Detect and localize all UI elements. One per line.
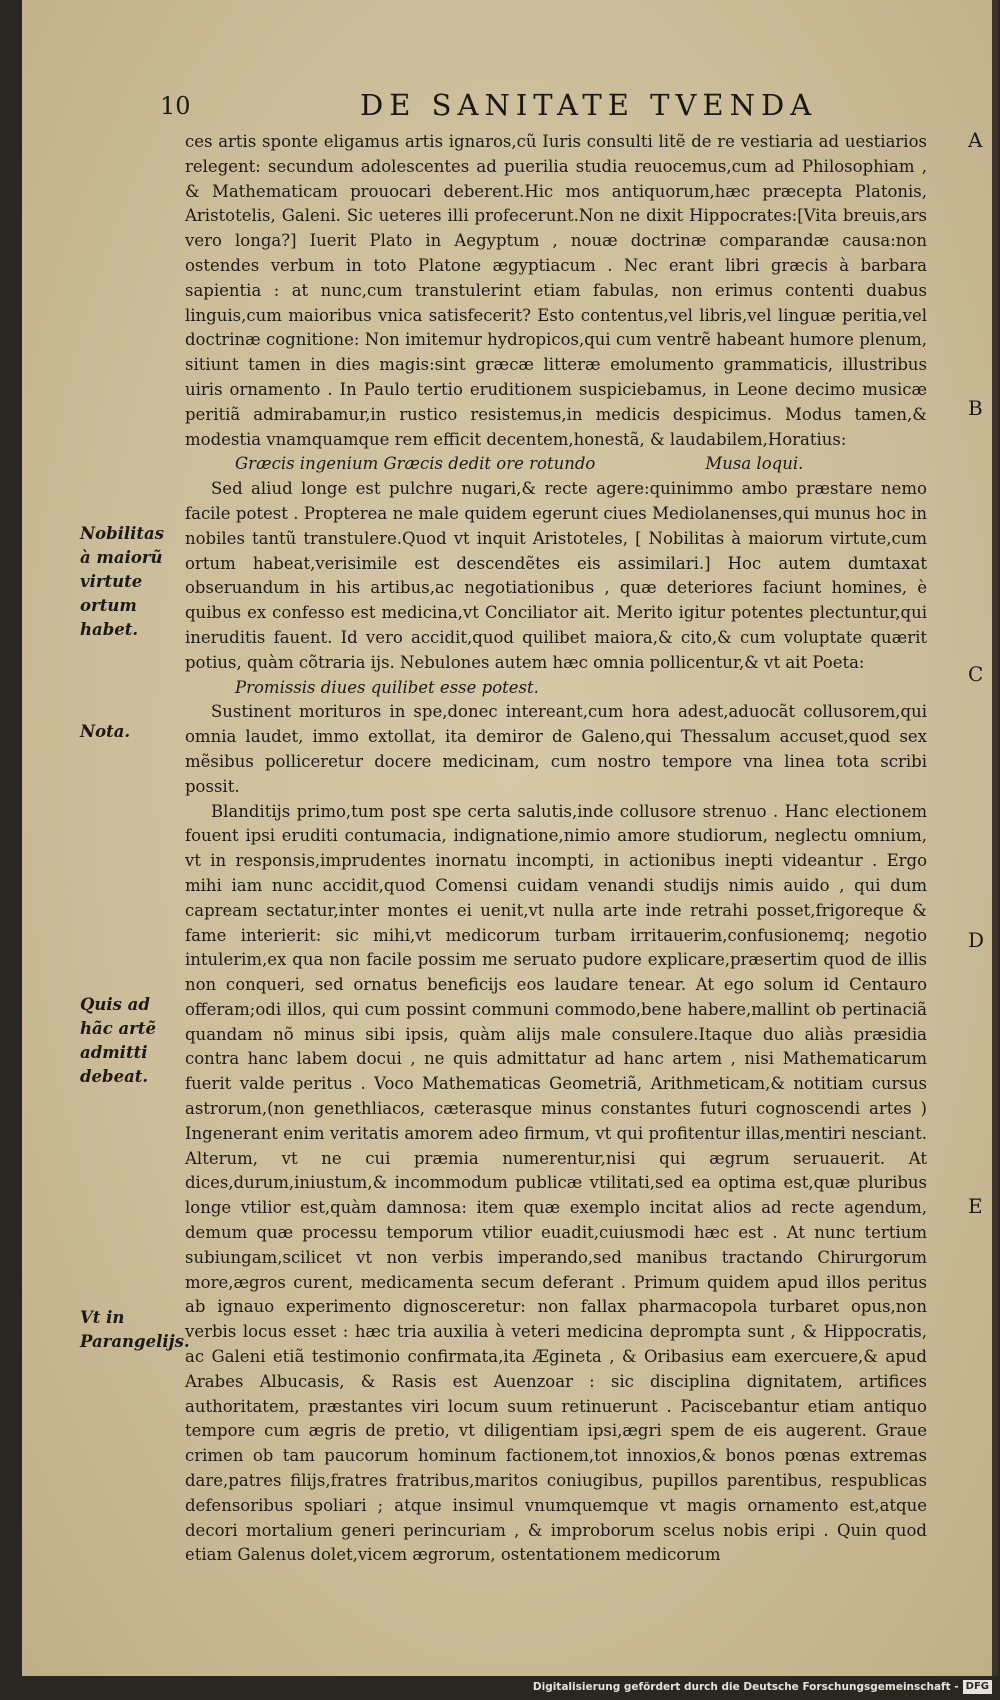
dfg-logo-icon: DFG [963, 1680, 992, 1694]
section-letter-a: A [968, 128, 983, 152]
margin-note-parangelijs: Vt in Parangelijs. [80, 1308, 190, 1351]
section-letter-b: B [968, 396, 983, 420]
main-text [185, 130, 927, 1568]
page-header [160, 88, 950, 132]
paragraph-2: Sed aliud longe est pulchre nugari,& recte agere:quinimmo ambo præstare nemo facile potest . Propterea ne male quidem egerunt ciues Mediolanenses,qui munus hoc in nobiles tantũ transtulere.Quod vt inquit Aristoteles, [ Nobilitas à maiorum virtute,cum ortum habeat,verisimile est descendẽtes eis assimilari.] Hoc autem dumtaxat obseruandum in his artibus,ac negotiationibus , quæ deteriores faciunt homines, è quibus ex confesso est medicina,vt Conciliator ait. Merito igitur potentes plectuntur,qui ineruditis fauent. Id vero accidit,quod quilibet maiora,& cito,& cum voluptate quærit potius, quàm cõtraria ijs. Nebulones autem hæc omnia pollicentur,& vt ait Poeta: [185, 479, 927, 672]
verse-horace-line: Græcis ingenium Græcis dedit ore rotundo [235, 454, 596, 474]
verse-poeta: Promissis diues quilibet esse potest. [235, 677, 539, 697]
paragraph-1: ces artis sponte eligamus artis ignaros,cũ Iuris consulti litẽ de re vestiaria ad uestiarios relegent: secundum adolescentes ad puerilia studia reuocemus,cum ad Philosophiam , & Mathematicam prouocari deberent.Hic mos antiquorum,hæc præcepta Platonis, Aristotelis, Galeni. Sic ueteres illi profecerunt.Non ne dixit Hippocrates:[Vita breuis,ars vero longa?] Iuerit Plato in Aegyptum , nouæ doctrinæ comparandæ causa:non ostendes verbum in toto Platone ægyptiacum . Nec erant libri græcis à barbara sapientia : at nunc,cum transtulerint etiam fabulas, non erimus contenti duabus linguis,cum maioribus vnica satisfecerit? Esto contentus,vel libris,vel linguæ peritia,vel doctrinæ cognitione: Non imitemur hydropicos,qui cum ventrẽ habeant humore plenum, sitiunt tamen in dies magis:sint græcæ litteræ emolumento grammaticis, illustribus uiris ornamento . In Paulo tertio eruditionem suspiciebamus, in Leone decimo musicæ peritiã admirabamur,in rustico resistemus,in medicis despicimus. Modus tamen,& modestia vnamquamque rem efficit decentem,honestã, & laudabilem,Horatius: [185, 132, 927, 449]
paragraph-4: Blanditijs primo,tum post spe certa salutis,inde collusore strenuo . Hanc electionem fouent ipsi eruditi contumacia, indignatione,nimio amore studiorum, neglectu omnium, vt in responsis,imprudentes inornatu incompti, in actionibus inepti videantur . Ergo mihi iam nunc accidit,quod Comensi cuidam venandi studijs nimis auido , qui dum capream sectatur,inter montes ei uenit,vt nulla arte inde retrahi posset,frigoreque & fame interierit: sic mihi,vt medicorum turbam irritauerim,confusionemq; negotio intulerim,ex qua non facile possim me seruato pudore explicare,præsertim quod de illis non conqueri, sed ornatus beneficijs eos laudare tenear. At ego solum id Centauro offeram;odi illos, qui cum possint communi commodo,bene habere,mallint ob pertinaciã quandam nõ minus sibi ipsis, quàm alijs male consulere.Itaque duo aliàs præsidia contra hanc labem docui , ne quis admittatur ad hanc artem , nisi Mathematicarum fuerit valde peritus . Voco Mathematicas Geometriã, Arithmeticam,& notitiam cursus astrorum,(non genethliacos, cæterasque minus constantes futuri cognoscendi artes ) Ingenerant enim veritatis amorem adeo firmum, vt qui profitentur illas,mentiri nesciant. Alterum, vt ne cui præmia numerentur,nisi qui ægrum seruauerit. At dices,durum,iniustum,& incommodum publicæ vtilitati,sed ea optima est,quæ pluribus longe vtilior est,quàm damnosa: item quæ exemplo incitat alios ad recte agendum, demum quæ processu temporum vtilior euadit,cuiusmodi hæc est . At nunc tertium subiungam,scilicet vt non verbis imperando,sed manibus tractando Chirurgorum more,ægros curent, medicamenta secum deferant . Primum quidem apud illos peritus ab ignauo experimento dignosceretur: non fallax pharmacopola turbaret opus,non verbis locus esset : hæc tria auxilia à veteri medicina deprompta sunt , & Hippocratis, ac Galeni etiã testimonio confirmata,ita Ægineta , & Oribasius eam exercuere,& apud Arabes Albucasis, & Rasis est Auenzoar : sic disciplina dignitatem, artifices authoritatem, præstantes viri locum suum retinuerunt . Paciscebantur etiam antiquo tempore cum ægris de pretio, vt diligentiam ipsi,ægri spem de eis augerent. Graue crimen ob tam paucorum hominum factionem,tot innoxios,& bonos pœnas extremas dare,patres filijs,fratres fratribus,maritos coniugibus, pupillos parentibus, respublicas defensoribus spoliari ; atque insimul vnumquemque vt magis ornamento est,atque decori mortalium generi perincuriam , & improborum scelus nobis eripi . Quin quod etiam Galenus dolet,vicem ægrorum, ostentationem medicorum [185, 801, 927, 1565]
page-number: 10 [160, 92, 191, 120]
margin-note-quis: Quis ad hãc artẽ admitti debeat. [80, 995, 156, 1086]
verse-horace [185, 452, 927, 477]
paragraph-3: Sustinent morituros in spe,donec intereant,cum hora adest,aduocãt collusorem,qui omnia laudet, immo extollat, ita demiror de Galeno,qui Thessalum accuset,quod sex mẽsibus polliceretur docere medicinam, cum nostro tempore vna linea tota scribi possit. [185, 702, 927, 796]
digitization-footer [533, 1678, 992, 1696]
section-letter-d: D [968, 928, 985, 952]
margin-note-nota: Nota. [80, 722, 131, 741]
section-letter-e: E [968, 1194, 983, 1218]
verse-horace-end: Musa loqui. [705, 454, 804, 474]
footer-credit: Digitalisierung gefördert durch die Deutsche Forschungsgemeinschaft - [532, 1681, 959, 1693]
running-title: DE SANITATE TVENDA [360, 88, 818, 122]
book-page [22, 0, 998, 1676]
margin-note-nobilitas: Nobilitas à maiorũ virtute ortum habet. [80, 524, 165, 639]
section-letter-c: C [968, 662, 984, 686]
page-edge-shadow [992, 0, 998, 1676]
